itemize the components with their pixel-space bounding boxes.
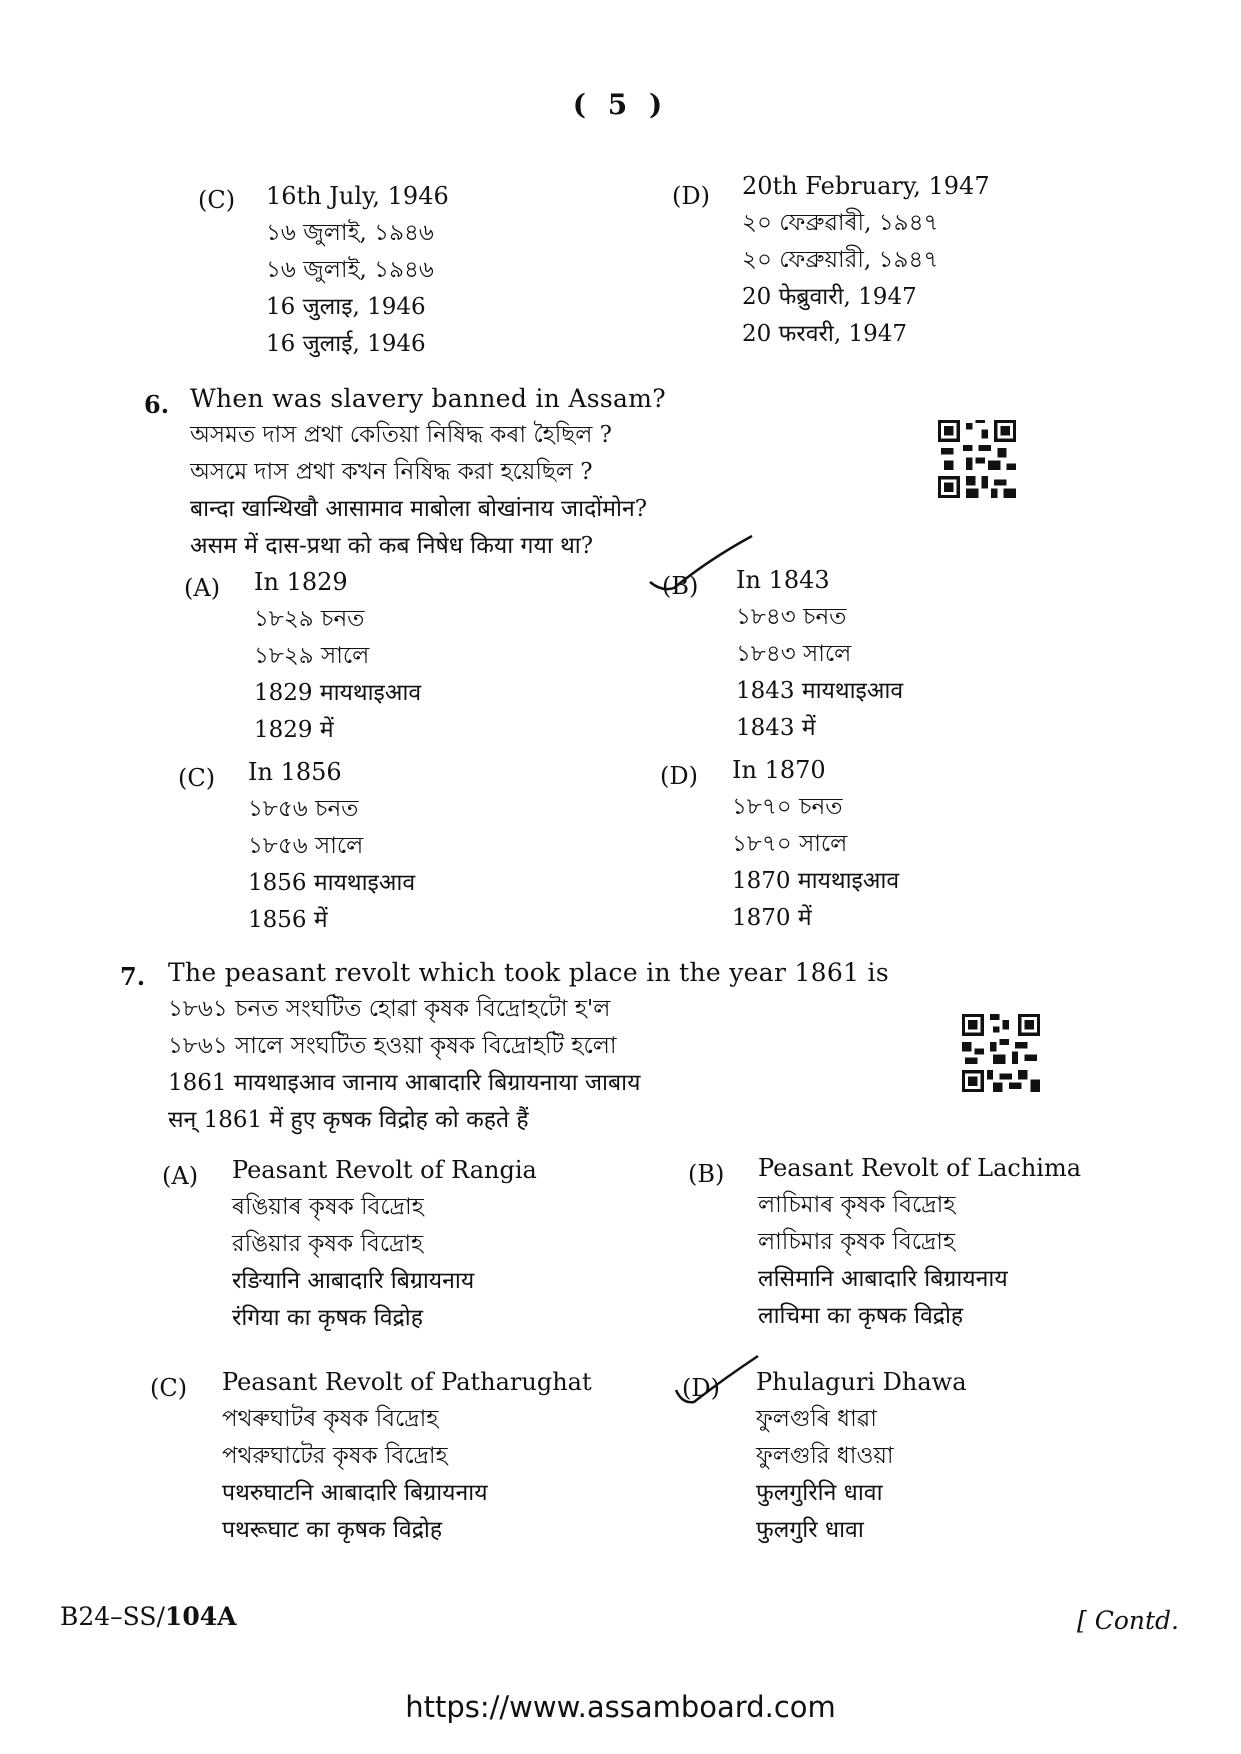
q7-option-c: [222, 1364, 592, 1549]
option-text: रङियानि आबादारि बिग्रायनाय: [232, 1268, 475, 1294]
q6-option-a: [254, 564, 421, 749]
q5-option-d-label: (D): [672, 182, 710, 210]
continued-label: [ Contd.: [1077, 1606, 1179, 1635]
tick-mark-icon: [672, 1350, 762, 1410]
question-text: ১৮৬১ সালে সংঘটিত হওয়া কৃষক বিদ্রোহটি হলো: [168, 1033, 617, 1059]
option-text: পথৰুঘাটৰ কৃষক বিদ্ৰোহ: [222, 1406, 439, 1432]
option-text: 16 जुलाई, 1946: [266, 331, 426, 357]
option-text: পথরুঘাটের কৃষক বিদ্রোহ: [222, 1443, 448, 1469]
option-text: ১৮২৯ চনত: [254, 606, 365, 632]
q7-option-b: [758, 1150, 1081, 1335]
option-text: ১৮৪৩ সালে: [736, 641, 852, 667]
option-text: ১৬ জুলাই, ১৯৪৬: [266, 257, 434, 283]
option-text: 1843 में: [736, 715, 816, 741]
option-text: फुलगुरिनि धावा: [756, 1480, 883, 1506]
question-text: ১৮৬১ চনত সংঘটিত হোৱা কৃষক বিদ্ৰোহটো হ'ল: [168, 996, 611, 1022]
q5-option-c-label: (C): [198, 186, 236, 214]
option-text: ২০ ফেব্ৰুৱাৰী, ১৯৪৭: [742, 210, 939, 236]
option-text: ২০ ফেব্রুয়ারী, ১৯৪৭: [742, 247, 939, 273]
q7-number: 7.: [120, 962, 146, 991]
option-text: In 1870: [732, 756, 826, 784]
option-text: ১৮৭০ চনত: [732, 794, 843, 820]
option-text: In 1856: [248, 758, 342, 786]
option-text: ১৮৪৩ চনত: [736, 604, 847, 630]
q7-option-c-label: (C): [150, 1374, 188, 1402]
q6-option-b: [736, 562, 903, 747]
q7-option-a-label: (A): [162, 1162, 199, 1190]
option-text: রঙিয়ার কৃষক বিদ্রোহ: [232, 1231, 424, 1257]
option-text: पथरूघाट का कृषक विद्रोह: [222, 1517, 443, 1543]
option-text: 1856 में: [248, 907, 328, 933]
q7-option-b-label: (B): [688, 1160, 725, 1188]
q5-option-c: [266, 178, 449, 363]
option-text: 20 फरवरी, 1947: [742, 321, 908, 347]
paper-code-number: 104A: [164, 1602, 237, 1631]
question-text: असम में दास-प्रथा को कब निषेध किया गया था?: [190, 533, 594, 559]
q6-option-c: [248, 754, 415, 939]
q6-option-d-label: (D): [660, 762, 698, 790]
option-text: লাচিমাৰ কৃষক বিদ্ৰোহ: [758, 1192, 956, 1218]
option-text: ১৮৫৬ সালে: [248, 833, 364, 859]
option-text: ১৮৫৬ চনত: [248, 796, 359, 822]
q6-question: [190, 380, 666, 565]
option-text: 20 फेब्रुवारी, 1947: [742, 284, 917, 310]
qr-code-icon: [938, 420, 1016, 498]
q7-option-d-label: (D): [682, 1374, 720, 1402]
q6-option-a-label: (A): [184, 574, 221, 602]
option-text: ১৮২৯ সালে: [254, 643, 370, 669]
option-text: 1856 मायथाइआव: [248, 870, 416, 896]
tick-mark-icon: [648, 530, 758, 600]
option-text: Peasant Revolt of Rangia: [232, 1156, 537, 1184]
q6-option-b-label: (B): [662, 572, 699, 600]
option-text: ৰঙিয়াৰ কৃষক বিদ্ৰোহ: [232, 1194, 424, 1220]
option-text: In 1829: [254, 568, 348, 596]
option-text: फुलगुरि धावा: [756, 1517, 864, 1543]
question-text: The peasant revolt which took place in the year 1861 is: [168, 958, 889, 987]
option-text: लसिमानि आबादारि बिग्रायनाय: [758, 1266, 1008, 1292]
option-text: 20th February, 1947: [742, 172, 990, 200]
q5-option-d: [742, 168, 990, 353]
option-text: Peasant Revolt of Patharughat: [222, 1368, 592, 1396]
qr-code-icon: [962, 1014, 1040, 1092]
question-text: बान्दा खान्थिखौ आसामाव माबोला बोखांनाय जादोंमोन?: [190, 496, 648, 522]
option-text: ফুলগুরি ধাওয়া: [756, 1443, 894, 1469]
question-text: 1861 मायथाइआव जानाय आबादारि बिग्रायनाया जाबाय: [168, 1070, 641, 1096]
q6-number: 6.: [144, 390, 170, 419]
option-text: 1829 में: [254, 717, 334, 743]
q7-option-a: [232, 1152, 537, 1337]
q7-option-d: [756, 1364, 967, 1549]
q6-option-d: [732, 752, 899, 937]
option-text: 1870 मायथाइआव: [732, 868, 900, 894]
option-text: 16 जुलाइ, 1946: [266, 294, 426, 320]
option-text: 1870 में: [732, 905, 812, 931]
source-url: https://www.assamboard.com: [405, 1690, 836, 1724]
question-text: অসমে দাস প্রথা কখন নিষিদ্ধ করা হয়েছিল ?: [190, 459, 593, 485]
option-text: लाचिमा का कृषक विद्रोह: [758, 1303, 964, 1329]
page-number: ( 5 ): [572, 88, 669, 121]
option-text: ফুলগুৰি ধাৱা: [756, 1406, 877, 1432]
option-text: Peasant Revolt of Lachima: [758, 1154, 1082, 1182]
option-text: पथरुघाटनि आबादारि बिग्रायनाय: [222, 1480, 488, 1506]
paper-code-prefix: B24–SS/: [60, 1602, 165, 1631]
option-text: Phulaguri Dhawa: [756, 1368, 967, 1396]
option-text: 1843 मायथाइआव: [736, 678, 904, 704]
option-text: 1829 मायथाइआव: [254, 680, 422, 706]
paper-code: [60, 1602, 237, 1631]
q6-option-c-label: (C): [178, 764, 216, 792]
option-text: লাচিমার কৃষক বিদ্রোহ: [758, 1229, 956, 1255]
option-text: In 1843: [736, 566, 830, 594]
option-text: ১৮৭০ সালে: [732, 831, 848, 857]
option-text: रंगिया का कृषक विद्रोह: [232, 1305, 423, 1331]
option-text: ১৬ জুলাই, ১৯৪৬: [266, 220, 434, 246]
option-text: 16th July, 1946: [266, 182, 449, 210]
question-text: অসমত দাস প্ৰথা কেতিয়া নিষিদ্ধ কৰা হৈছিল ?: [190, 422, 612, 448]
question-text: सन् 1861 में हुए कृषक विद्रोह को कहते हैं: [168, 1107, 529, 1133]
q7-question: [168, 954, 889, 1139]
question-text: When was slavery banned in Assam?: [190, 384, 666, 413]
